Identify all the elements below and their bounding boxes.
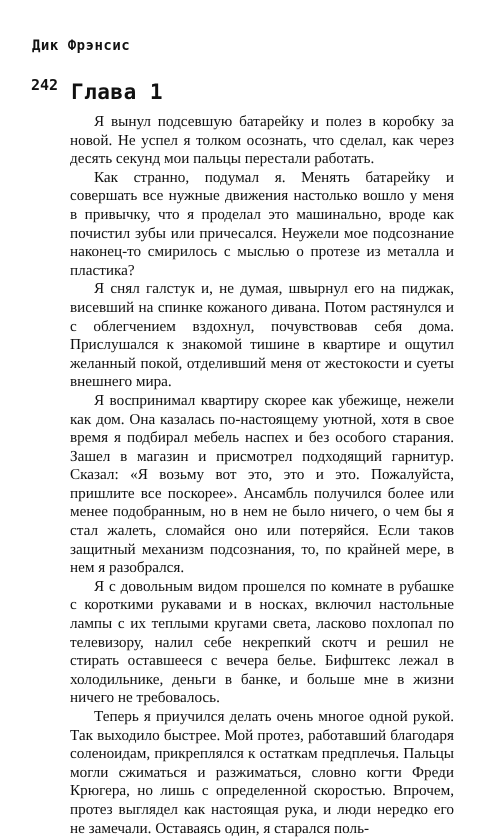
body-text (70, 113, 454, 838)
paragraph: Я с довольным видом прошелся по комнате в рубашке с короткими рукавами и в носках, включил настольные лампы с их теплыми кругами света, ласково похлопал по телевизору, налил себе некрепкий скотч и решил не стирать оставшееся с вечера белье. Бифштекс лежал в холодильнике, деньги в банке, и больше мне в жизни ничего не требовалось. (70, 577, 454, 707)
paragraph: Я воспринимал квартиру скорее как убежище, нежели как дом. Она казалась по-настоящему уютной, хотя в свое время я подбирал мебель наспех и без особого старания. Зашел в магазин и присмотрел подходящий гарнитур. Сказал: «Я возьму вот это, это и это. Пожалуйста, пришлите все поскорее». Ансамбль получился более или менее подобранным, но в нем не было ничего, о чем бы я стал жалеть, сломайся оно или потеряйся. Если таков защитный механизм подсознания, то, по крайней мере, в нем я разобрался. (70, 391, 454, 577)
chapter-title: Глава 1 (71, 80, 164, 104)
paragraph: Как странно, подумал я. Менять батарейку и совершать все нужные движения настолько вошло у меня в привычку, что я проделал это машинально, вроде как почистил зубы или причесался. Неужели мое подсознание наконец-то смирилось с мыслью о протезе из металла и пластика? (70, 168, 454, 279)
paragraph: Я вынул подсевшую батарейку и полез в коробку за новой. Не успел я толком осознать, что сделал, как через десять секунд мои пальцы перестали работать. (70, 113, 454, 168)
running-head: Дик Фрэнсис (32, 38, 131, 54)
paragraph: Теперь я приучился делать очень многое одной рукой. Так выходило быстрее. Мой протез, работавший благодаря соленоидам, прикреплялся к остаткам предплечья. Пальцы могли сжиматься и разжиматься, словно когти Фреди Крюгера, но лишь с определенной скоростью. Впрочем, протез выглядел как настоящая рука, и люди нередко его не замечали. Оставаясь один, я старался поль- (70, 708, 454, 837)
paragraph: Я снял галстук и, не думая, швырнул его на пиджак, висевший на спинке кожаного дивана. Потом растянулся и с облегчением вздохнул, почувствовав себя дома. Прислушался к знакомой тишине в квартире и ощутил желанный покой, отделивший меня от жестокости и суеты внешнего мира. (70, 280, 454, 391)
page-number: 242 (31, 76, 59, 94)
